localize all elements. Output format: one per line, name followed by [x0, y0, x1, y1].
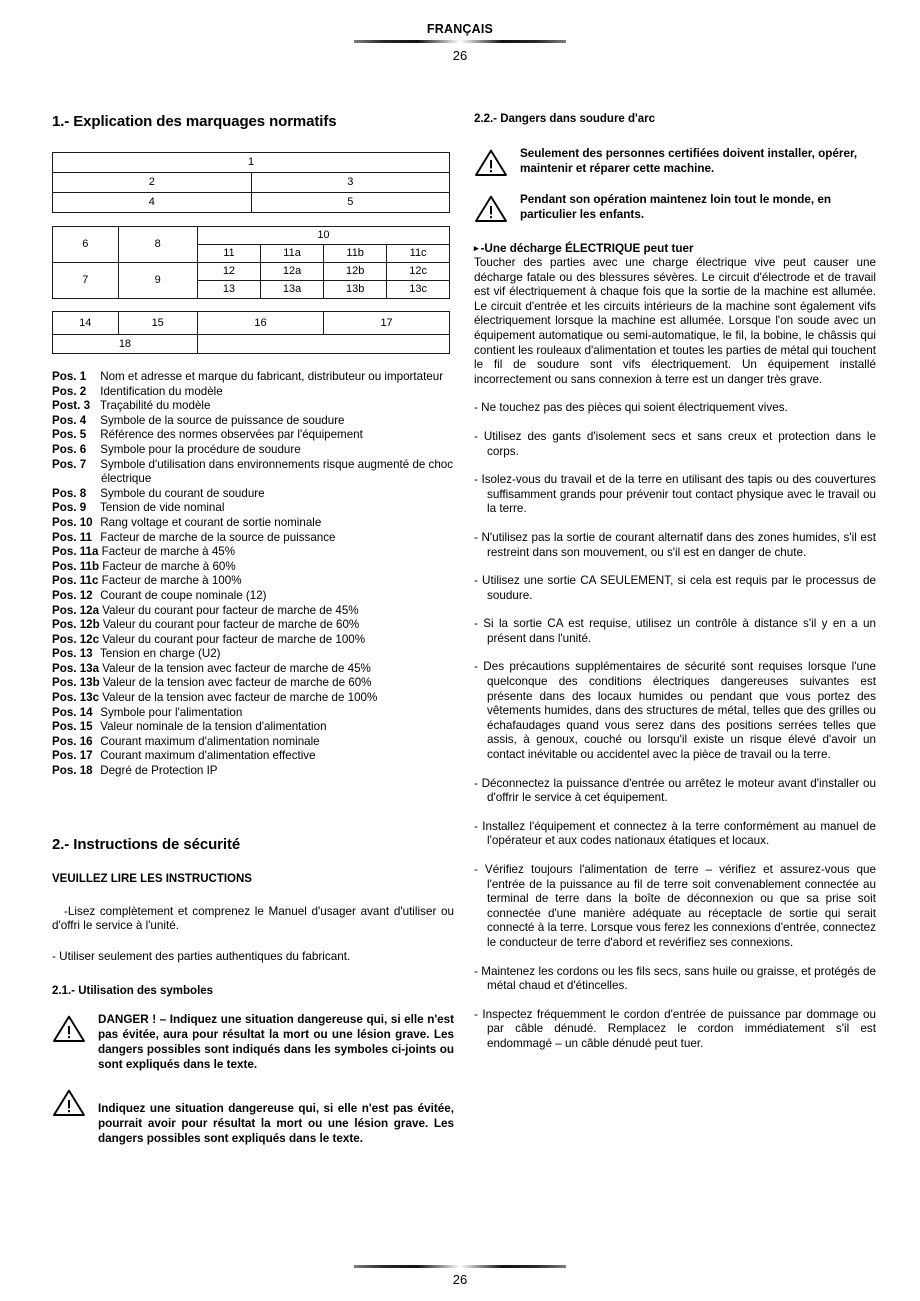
- marking-cell: 12: [197, 263, 260, 281]
- list-item: [52, 764, 454, 779]
- list-item: [52, 691, 454, 706]
- pos-text: Symbole d'utilisation dans environnements risque augmenté de choc électrique: [100, 457, 454, 486]
- marking-cell: 18: [53, 335, 198, 354]
- electric-shock-paragraph: Toucher des parties avec une charge électrique vive peut causer une décharge fatale ou des blessures sévères. Le circuit d'électrode et de travail est vif électriquement à chaque fois que la sortie de la machine est allumée. Le circuit d'entrée et les circuits intérieurs de la machine sont également vifs électriquement lorsque la machine est allumée. Lorsque l'on soude avec un équipement automatique ou semi-automatique, le fil, la bobine, le châssis qui contient les rouleaux d'alimentation et toutes les parties de métal qui touchent le fil de soudure sont vifs électriquement. Un équipement installé incorrectement ou sans connexion à terre est un danger très grave.: [474, 256, 876, 386]
- marking-cell: 11b: [324, 245, 387, 263]
- list-item: [52, 647, 454, 662]
- pos-text: Facteur de marche à 45%: [101, 545, 236, 559]
- pos-text: Facteur de marche à 60%: [102, 559, 236, 573]
- marking-cell: 6: [53, 227, 119, 263]
- marking-cell: 2: [53, 173, 252, 193]
- arc-welding-warning-block-1: [474, 147, 876, 177]
- pos-label: Pos. 1: [52, 370, 87, 383]
- header-page-number: 26: [452, 48, 468, 63]
- list-item: [52, 370, 454, 385]
- pos-text: Courant maximum d'alimentation nominale: [100, 734, 320, 748]
- intro-paragraph: -Lisez complètement et comprenez le Manuel d'usager avant d'utiliser ou d'offri le service à l'unité.: [52, 904, 454, 933]
- list-item: [52, 676, 454, 691]
- pos-text: Tension en charge (U2): [100, 647, 221, 661]
- pos-label: Pos. 11b: [52, 559, 100, 573]
- list-item: - Déconnectez la puissance d'entrée ou arrêtez le moteur avant d'installer ou d'offrir le service à cet équipement.: [474, 776, 876, 805]
- list-item: [52, 633, 454, 648]
- pos-text: Symbole pour la procédure de soudure: [100, 442, 301, 456]
- marking-cell: 13: [197, 281, 260, 299]
- table-row: [53, 227, 450, 245]
- list-item: - Inspectez fréquemment le cordon d'entrée de puissance par dommage ou par câble dénudé. Remplacez le cordon immédiatement s'il est endommagé – un câble dénudé peut tuer.: [474, 1007, 876, 1050]
- warning-triangle-icon: [474, 147, 520, 177]
- marking-cell: 7: [53, 263, 119, 299]
- list-item: [52, 604, 454, 619]
- pos-text: Valeur du courant pour facteur de marche de 100%: [102, 632, 366, 646]
- pos-label: Post. 3: [52, 399, 91, 413]
- pos-label: Pos. 13c: [52, 691, 100, 705]
- pos-label: Pos. 7: [52, 457, 87, 471]
- language-title: FRANÇAIS: [426, 22, 494, 36]
- list-item: [52, 458, 454, 487]
- page-footer: [0, 1262, 920, 1288]
- pos-text: Valeur du courant pour facteur de marche de 45%: [102, 603, 359, 617]
- pos-label: Pos. 5: [52, 428, 87, 442]
- marking-group-label: 10: [197, 227, 449, 245]
- marking-cell: 15: [118, 312, 197, 335]
- pos-text: Valeur nominale de la tension d'alimentation: [100, 720, 327, 734]
- pos-label: Pos. 12: [52, 588, 93, 602]
- header-divider-rule: [354, 40, 566, 43]
- pos-text: Courant de coupe nominale (12): [100, 588, 267, 602]
- list-item: - Ne touchez pas des pièces qui soient électriquement vives.: [474, 401, 788, 415]
- arrow-bullet-icon: ▸: [474, 243, 479, 253]
- safety-bullet-list: [474, 401, 876, 1051]
- marking-cell: 11c: [387, 245, 450, 263]
- authentic-parts-bullet: - Utiliser seulement des parties authentiques du fabricant.: [52, 949, 351, 963]
- section-1-title: 1.- Explication des marquages normatifs: [52, 113, 337, 130]
- pos-label: Pos. 12b: [52, 618, 100, 632]
- list-item: [52, 428, 454, 443]
- arc-welding-warning-text-1: Seulement des personnes certifiées doivent installer, opérer, maintenir et réparer cette machine.: [520, 147, 858, 175]
- warning-triangle-icon: [474, 193, 520, 223]
- read-instructions-heading: VEUILLEZ LIRE LES INSTRUCTIONS: [52, 872, 252, 885]
- pos-text: Valeur de la tension avec facteur de marche de 100%: [102, 691, 378, 705]
- pos-text: Nom et adresse et marque du fabricant, distributeur ou importateur: [100, 370, 444, 383]
- marking-cell: 17: [324, 312, 450, 335]
- pos-text: Symbole pour l'alimentation: [100, 705, 243, 719]
- section-2-1-title: 2.1.- Utilisation des symboles: [52, 985, 214, 998]
- arc-welding-warning-block-2: [474, 193, 876, 223]
- pos-label: Pos. 11c: [52, 574, 99, 588]
- marking-cell: 3: [251, 173, 450, 193]
- table-row: [53, 193, 450, 213]
- table-row: [53, 153, 450, 173]
- pos-text: Valeur de la tension avec facteur de marche de 60%: [102, 676, 372, 690]
- list-item: [52, 735, 454, 750]
- marking-cell: 11a: [261, 245, 324, 263]
- pos-label: Pos. 18: [52, 764, 93, 778]
- list-item: - Si la sortie CA est requise, utilisez un contrôle à distance s'il y en a un présent dans l'unité.: [474, 617, 876, 645]
- list-item: - Utilisez une sortie CA SEULEMENT, si cela est requis par le processus de soudure.: [474, 574, 876, 602]
- list-item: [52, 487, 454, 502]
- list-item: [52, 749, 454, 764]
- pos-label: Pos. 13: [52, 647, 93, 661]
- list-item: - Des précautions supplémentaires de sécurité sont requises lorsque l'une quelconque des conditions électriques dangereuses suivantes est présente dans des locaux humides ou pendant que vous portez des vêtements humides, dans des structures de métal, telles que des grilles ou échafaudages quand vous serez dans des positions serrées telles que assis, à genoux, couché ou lorsqu'il existe un risque élevé d'avoir un contact inévitable ou accidentel avec la pièce de travail ou la terre.: [474, 660, 876, 762]
- pos-label: Pos. 13b: [52, 676, 100, 690]
- list-item: [52, 720, 454, 735]
- list-item: [52, 706, 454, 721]
- marking-cell-empty: [197, 335, 449, 354]
- marking-cell: 8: [118, 227, 197, 263]
- list-item: [52, 618, 454, 633]
- marking-cell: 12c: [387, 263, 450, 281]
- pos-text: Tension de vide nominal: [100, 501, 225, 515]
- list-item: - Utilisez des gants d'isolement secs et sans creux et protection dans le corps.: [474, 429, 876, 458]
- position-legend-list: [52, 370, 454, 779]
- pos-label: Pos. 2: [52, 384, 87, 398]
- list-item: - Maintenez les cordons ou les fils secs, sans huile ou graisse, et protégés de métal chaud et d'étincelles.: [474, 964, 876, 993]
- table-row: [53, 312, 450, 335]
- left-column: [52, 112, 454, 1147]
- pos-text: Valeur du courant pour facteur de marche de 60%: [102, 618, 360, 632]
- pos-label: Pos. 15: [52, 720, 93, 734]
- list-item: [52, 399, 454, 414]
- list-item: [52, 414, 454, 429]
- footer-divider-rule: [354, 1265, 566, 1268]
- pos-text: Traçabilité du modèle: [100, 399, 211, 413]
- list-item: - Vérifiez toujours l'alimentation de terre – vérifiez et assurez-vous que l'entrée de la puissance au fil de terre soit convenablement connectée au terminal de terre dans la boîte de déconnexion ou que sa prise soit connectée d'une manière adéquate au réceptacle de sortie qui serait connecté à la terre. Lorsque vous ferez les connexions d'entrée, connectez le conducteur de terre d'abord et revérifiez ses connexions.: [474, 863, 876, 949]
- pos-text: Facteur de marche de la source de puissance: [100, 530, 336, 544]
- pos-text: Rang voltage et courant de sortie nominale: [100, 515, 322, 529]
- list-item: - Installez l'équipement et connectez à la terre conformément au manuel de l'opérateur et aux codes nationaux étatiques et locaux.: [474, 819, 876, 848]
- danger-warning-text-2: Indiquez une situation dangereuse qui, si elle n'est pas évitée, pourrait avoir pour résultat la mort ou une lésion grave. Les dangers possibles sont expliqués dans le texte.: [98, 1102, 454, 1145]
- pos-text: Degré de Protection IP: [100, 764, 218, 778]
- pos-label: Pos. 17: [52, 749, 93, 763]
- marking-cell: 1: [53, 153, 450, 173]
- marking-cell: 12a: [261, 263, 324, 281]
- marking-cell: 13c: [387, 281, 450, 299]
- pos-text: Symbole de la source de puissance de soudure: [100, 413, 345, 427]
- danger-warning-text-1: DANGER ! – Indiquez une situation dangereuse qui, si elle n'est pas évitée, aura pour résultat la mort ou une lésion grave. Les dangers possibles sont indiqués dans les symboles ci-joints ou sont expliqués dans le texte.: [98, 1013, 454, 1072]
- pos-label: Pos. 11: [52, 530, 92, 544]
- table-row: [53, 335, 450, 354]
- list-item: [52, 662, 454, 677]
- list-item: - Isolez-vous du travail et de la terre en utilisant des tapis ou des couvertures suffisamment grands pour prévenir tout contact physique avec le travail ou la terre.: [474, 473, 876, 516]
- pos-label: Pos. 13a: [52, 661, 100, 675]
- marking-cell: 4: [53, 193, 252, 213]
- pos-label: Pos. 10: [52, 515, 93, 529]
- marking-cell: 13b: [324, 281, 387, 299]
- section-2-title: 2.- Instructions de sécurité: [52, 835, 241, 853]
- marking-cell: 14: [53, 312, 119, 335]
- warning-triangle-icon: [52, 1013, 98, 1043]
- footer-page-number: 26: [452, 1272, 468, 1287]
- list-item: [52, 545, 454, 560]
- list-item: [52, 516, 454, 531]
- warning-triangle-icon: [52, 1087, 98, 1117]
- electric-shock-heading-text: -Une décharge ÉLECTRIQUE peut tuer: [480, 242, 694, 255]
- pos-text: Courant maximum d'alimentation effective: [100, 749, 316, 763]
- pos-text: Symbole du courant de soudure: [100, 486, 265, 500]
- marking-cell: 16: [197, 312, 323, 335]
- marking-cell: 11: [197, 245, 260, 263]
- page-header: [0, 22, 920, 64]
- pos-label: Pos. 11a: [52, 545, 99, 559]
- marking-cell: 12b: [324, 263, 387, 281]
- list-item: [52, 443, 454, 458]
- section-2-2-title: 2.2.- Dangers dans soudure d'arc: [474, 113, 656, 125]
- pos-text: Valeur de la tension avec facteur de marche de 45%: [102, 661, 371, 675]
- pos-label: Pos. 6: [52, 442, 87, 456]
- pos-label: Pos. 14: [52, 705, 93, 719]
- pos-text: Facteur de marche à 100%: [101, 574, 242, 588]
- pos-label: Pos. 12c: [52, 632, 100, 646]
- pos-label: Pos. 12a: [52, 603, 100, 617]
- right-column: [474, 112, 876, 1052]
- list-item: [52, 385, 454, 400]
- danger-warning-block-1: [52, 1013, 454, 1073]
- arc-welding-warning-text-2: Pendant son opération maintenez loin tout le monde, en particulier les enfants.: [520, 193, 832, 221]
- list-item: [52, 574, 454, 589]
- pos-label: Pos. 4: [52, 413, 87, 427]
- list-item: [52, 501, 454, 516]
- marking-table-1: [52, 152, 450, 213]
- list-item: [52, 560, 454, 575]
- list-item: [52, 531, 454, 546]
- marking-table-2: [52, 226, 450, 299]
- pos-label: Pos. 16: [52, 734, 93, 748]
- pos-text: Identification du modèle: [100, 384, 223, 398]
- electric-shock-heading: [474, 241, 876, 256]
- list-item: [52, 589, 454, 604]
- marking-cell: 13a: [261, 281, 324, 299]
- marking-cell: 9: [118, 263, 197, 299]
- pos-text: Référence des normes observées par l'équipement: [100, 428, 363, 442]
- table-row: [53, 173, 450, 193]
- danger-warning-block-2: [52, 1087, 454, 1147]
- marking-table-3: [52, 311, 450, 354]
- table-row: [53, 263, 450, 281]
- marking-cell: 5: [251, 193, 450, 213]
- pos-label: Pos. 8: [52, 486, 87, 500]
- list-item: - N'utilisez pas la sortie de courant alternatif dans des zones humides, s'il est restreint dans son mouvement, ou s'il est en danger de chute.: [474, 530, 876, 559]
- pos-label: Pos. 9: [52, 501, 87, 515]
